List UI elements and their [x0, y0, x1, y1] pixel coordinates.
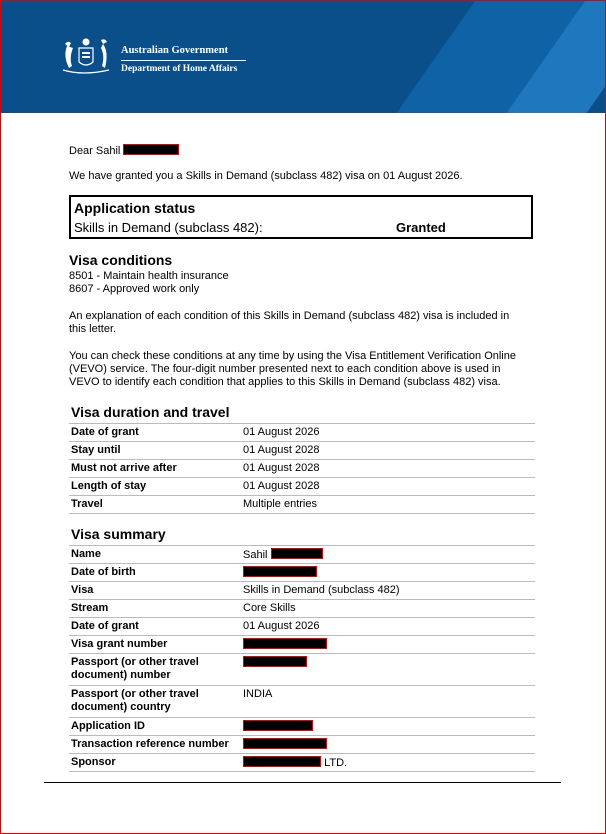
row-label: Must not arrive after	[71, 462, 177, 474]
name-value: Sahil	[243, 549, 268, 561]
summary-heading: Visa summary	[71, 526, 166, 542]
row-label	[71, 656, 236, 682]
table-row	[69, 442, 535, 460]
row-label: Application ID	[71, 720, 145, 732]
government-name: Australian Government	[121, 45, 229, 56]
redacted-sponsor-name	[243, 756, 321, 767]
row-value: INDIA	[243, 688, 273, 700]
department-name: Department of Home Affairs	[121, 64, 238, 74]
row-label: Date of birth	[71, 566, 136, 578]
row-label	[71, 688, 236, 714]
salutation-text: Dear Sahil	[69, 145, 121, 157]
row-label: Stay until	[71, 444, 121, 456]
label-line: document) country	[71, 701, 171, 713]
row-label: Sponsor	[71, 756, 116, 768]
redacted-transaction-number	[243, 738, 327, 749]
table-row	[69, 600, 535, 618]
conditions-explanation-line: this letter.	[69, 323, 117, 335]
table-row	[69, 636, 535, 654]
row-value	[243, 566, 317, 580]
status-title: Application status	[74, 200, 196, 216]
label-line: document) number	[71, 669, 171, 681]
label-line: Passport (or other travel	[71, 656, 199, 668]
row-value: 01 August 2028	[243, 462, 320, 474]
row-value	[243, 548, 323, 562]
summary-table	[69, 545, 535, 772]
redacted-grant-number	[243, 638, 327, 649]
table-row	[69, 736, 535, 754]
row-value: 01 August 2028	[243, 444, 320, 456]
table-row	[69, 654, 535, 686]
table-row	[69, 564, 535, 582]
row-label: Name	[71, 548, 101, 560]
salutation	[69, 144, 179, 158]
row-value: Core Skills	[243, 602, 296, 614]
table-row	[69, 754, 535, 772]
redacted-dob	[243, 566, 317, 577]
row-label: Stream	[71, 602, 109, 614]
vevo-paragraph-line: VEVO to identify each condition that applies to this Skills in Demand (subclass 482) visa.	[69, 376, 501, 388]
redacted-application-id	[243, 720, 313, 731]
row-value: 01 August 2026	[243, 620, 320, 632]
row-label: Length of stay	[71, 480, 147, 492]
row-value: Skills in Demand (subclass 482)	[243, 584, 400, 596]
row-value	[243, 756, 347, 770]
vevo-paragraph-line: You can check these conditions at any time by using the Visa Entitlement Verification Online	[69, 350, 516, 362]
duration-table	[69, 423, 535, 514]
row-value: Multiple entries	[243, 498, 317, 510]
status-label: Skills in Demand (subclass 482):	[74, 220, 263, 235]
header-rule	[121, 60, 246, 61]
row-value	[243, 638, 327, 652]
table-row	[69, 618, 535, 636]
row-value	[243, 738, 327, 752]
row-label: Transaction reference number	[71, 738, 229, 750]
redacted-passport-number	[243, 656, 307, 667]
condition-item: 8501 - Maintain health insurance	[69, 270, 229, 282]
coat-of-arms-icon	[57, 34, 115, 78]
label-line: Passport (or other travel	[71, 688, 199, 700]
status-value: Granted	[396, 220, 446, 235]
redacted-surname	[271, 548, 323, 559]
row-value	[243, 656, 307, 670]
row-label: Visa grant number	[71, 638, 168, 650]
table-row	[69, 460, 535, 478]
sponsor-suffix: LTD.	[324, 757, 348, 769]
grant-intro: We have granted you a Skills in Demand (subclass 482) visa on 01 August 2026.	[69, 170, 463, 182]
vevo-paragraph-line: (VEVO) service. The four-digit number presented next to each condition above is used in	[69, 363, 501, 375]
table-row	[69, 718, 535, 736]
row-label: Date of grant	[71, 620, 139, 632]
redacted-surname	[123, 144, 179, 155]
letter-header	[1, 1, 605, 113]
footer-rule	[44, 782, 561, 783]
row-value: 01 August 2026	[243, 426, 320, 438]
application-status-box	[69, 195, 533, 239]
table-row	[69, 582, 535, 600]
condition-item: 8607 - Approved work only	[69, 283, 200, 295]
conditions-heading: Visa conditions	[69, 252, 173, 268]
row-label: Travel	[71, 498, 103, 510]
table-row	[69, 496, 535, 514]
table-row	[69, 424, 535, 442]
duration-heading: Visa duration and travel	[71, 404, 230, 420]
row-value	[243, 720, 313, 734]
conditions-explanation-line: An explanation of each condition of this Skills in Demand (subclass 482) visa is included in	[69, 310, 510, 322]
row-label: Visa	[71, 584, 94, 596]
row-label: Date of grant	[71, 426, 139, 438]
table-row	[69, 686, 535, 718]
table-row	[69, 478, 535, 496]
table-row	[69, 546, 535, 564]
row-value: 01 August 2028	[243, 480, 320, 492]
